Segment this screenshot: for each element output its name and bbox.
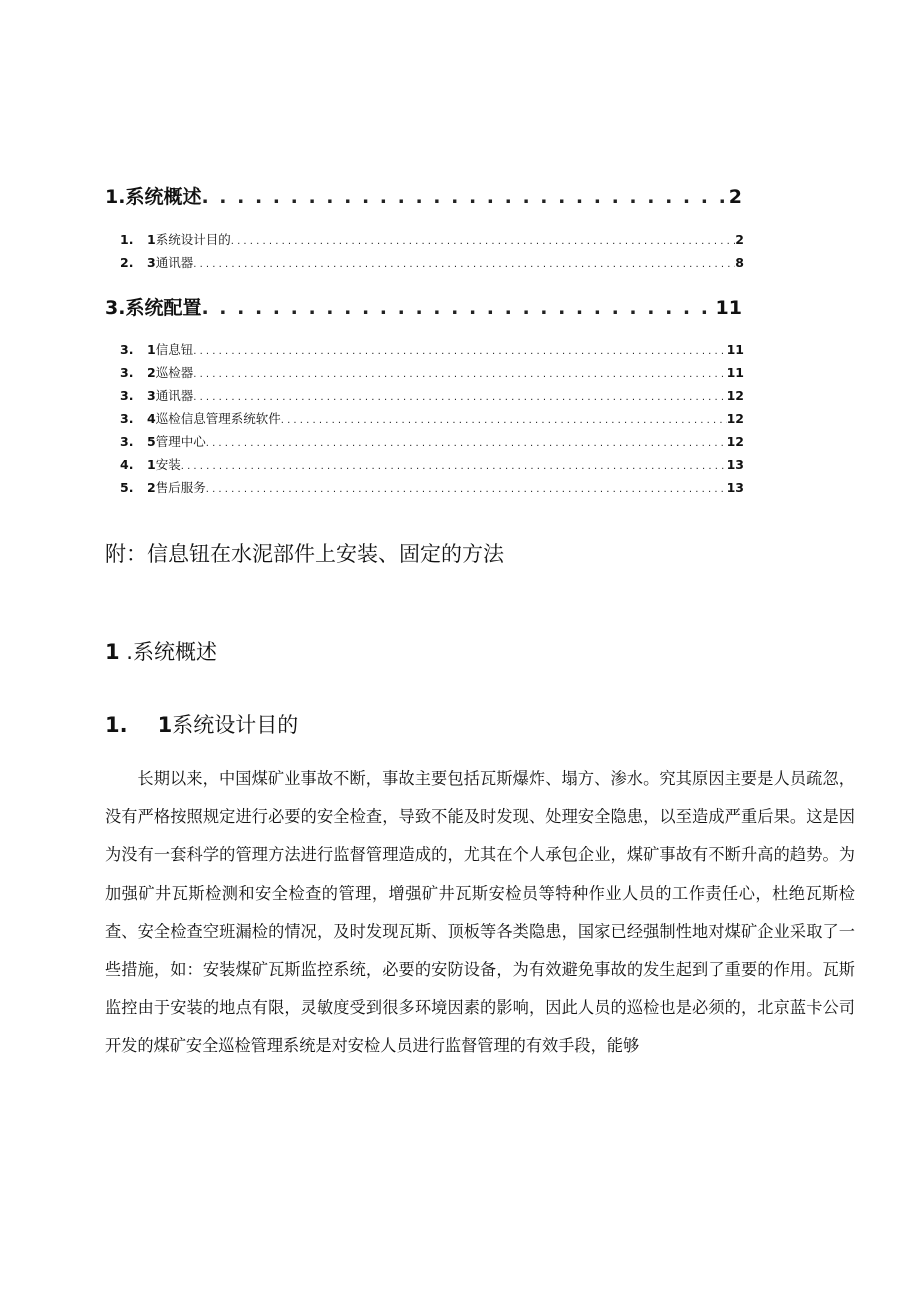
- toc-text: 巡检器: [155, 365, 194, 380]
- toc-page-number: 12: [726, 411, 744, 426]
- toc-text: 通讯器: [155, 255, 194, 270]
- toc-leader: [193, 369, 726, 380]
- body-paragraph: 长期以来，中国煤矿业事故不断，事故主要包括瓦斯爆炸、塌方、渗水。究其原因主要是人员疏忽，没有严格按照规定进行必要的安全检查，导致不能及时发现、处理安全隐患，以至造成严重后果。这是因为没有一套科学的管理方法进行监督管理造成的，尤其在个人承包企业，煤矿事故有不断升高的趋势。为加强矿井瓦斯检测和安全检查的管理，增强矿井瓦斯安检员等特种作业人员的工作责任心，杜绝瓦斯检查、安全检查空班漏检的情况，及时发现瓦斯、顶板等各类隐患，国家已经强制性地对煤矿企业采取了一些措施，如：安装煤矿瓦斯监控系统，必要的安防设备，为有效避免事故的发生起到了重要的作用。瓦斯监控由于安装的地点有限，灵敏度受到很多环境因素的影响，因此人员的巡检也是必须的，北京蓝卡公司开发的煤矿安全巡检管理系统是对安检人员进行监督管理的有效手段，能够: [105, 769, 855, 1056]
- toc-leader: [231, 236, 736, 247]
- toc-subnum: 3: [147, 255, 156, 270]
- toc-text: 管理中心: [155, 434, 206, 449]
- section-number: 1: [105, 640, 120, 664]
- toc-num: 3.: [120, 434, 134, 449]
- toc-subnum: 1: [147, 457, 156, 472]
- toc-page-number: 13: [726, 457, 744, 472]
- toc-page-number: 2: [735, 232, 744, 247]
- toc-entry-sub[interactable]: [120, 478, 744, 496]
- toc-text: 信息钮: [155, 342, 194, 357]
- toc-leader: [206, 484, 727, 495]
- toc-text: 安装: [155, 457, 181, 472]
- toc-leader: [201, 186, 728, 208]
- toc-label: 3.系统配置: [105, 297, 202, 319]
- toc-entry-sub[interactable]: [120, 432, 744, 450]
- toc-entry-sub[interactable]: [120, 230, 744, 248]
- appendix-title: 附：信息钮在水泥部件上安装、固定的方法: [105, 542, 504, 566]
- toc-leader: [193, 392, 726, 403]
- section-heading: [105, 636, 217, 666]
- toc-entry-sub[interactable]: [120, 386, 744, 404]
- toc-page-number: 2: [728, 186, 742, 208]
- toc-page-number: 13: [726, 480, 744, 495]
- toc-subnum: 5: [147, 434, 156, 449]
- toc-num: 2.: [120, 255, 134, 270]
- toc-num: 3.: [120, 365, 134, 380]
- toc-num: 5.: [120, 480, 134, 495]
- toc-subnum: 4: [147, 411, 156, 426]
- toc-num: 3.: [120, 411, 134, 426]
- toc-subnum: 3: [147, 388, 156, 403]
- toc-num: 4.: [120, 457, 134, 472]
- section-title: .系统概述: [119, 640, 217, 664]
- toc-subnum: 1: [147, 232, 156, 247]
- toc-subnum: 2: [147, 480, 156, 495]
- subsection-number: 1.: [105, 713, 128, 737]
- toc-text: 巡检信息管理系统软件: [155, 411, 281, 426]
- toc-entry-main[interactable]: [105, 293, 742, 320]
- subsection-heading: [105, 709, 298, 739]
- toc-leader: [193, 259, 735, 270]
- toc-text: 售后服务: [155, 480, 206, 495]
- toc-num: 1.: [120, 232, 134, 247]
- toc-page-number: 11: [726, 365, 744, 380]
- toc-entry-sub[interactable]: [120, 340, 744, 358]
- toc-entry-sub[interactable]: [120, 253, 744, 271]
- toc-text: 系统设计目的: [155, 232, 231, 247]
- toc-num: 3.: [120, 342, 134, 357]
- toc-subnum: 2: [147, 365, 156, 380]
- toc-subnum: 1: [147, 342, 156, 357]
- toc-entry-sub[interactable]: [120, 409, 744, 427]
- toc-page-number: 11: [715, 297, 742, 319]
- toc-leader: [193, 346, 726, 357]
- subsection-title: 系统设计目的: [172, 713, 299, 737]
- toc-entry-sub[interactable]: [120, 363, 744, 381]
- toc-page-number: 12: [726, 434, 744, 449]
- toc-page-number: 11: [726, 342, 744, 357]
- toc-leader: [206, 438, 727, 449]
- toc-page-number: 8: [735, 255, 744, 270]
- toc-leader: [201, 297, 715, 319]
- subsection-subnumber: 1: [157, 713, 173, 737]
- toc-leader: [181, 461, 727, 472]
- toc-text: 通讯器: [155, 388, 194, 403]
- toc-label: 1.系统概述: [105, 186, 202, 208]
- toc-page-number: 12: [726, 388, 744, 403]
- toc-num: 3.: [120, 388, 134, 403]
- toc-entry-sub[interactable]: [120, 455, 744, 473]
- toc-entry-main[interactable]: [105, 182, 742, 209]
- toc-leader: [281, 415, 727, 426]
